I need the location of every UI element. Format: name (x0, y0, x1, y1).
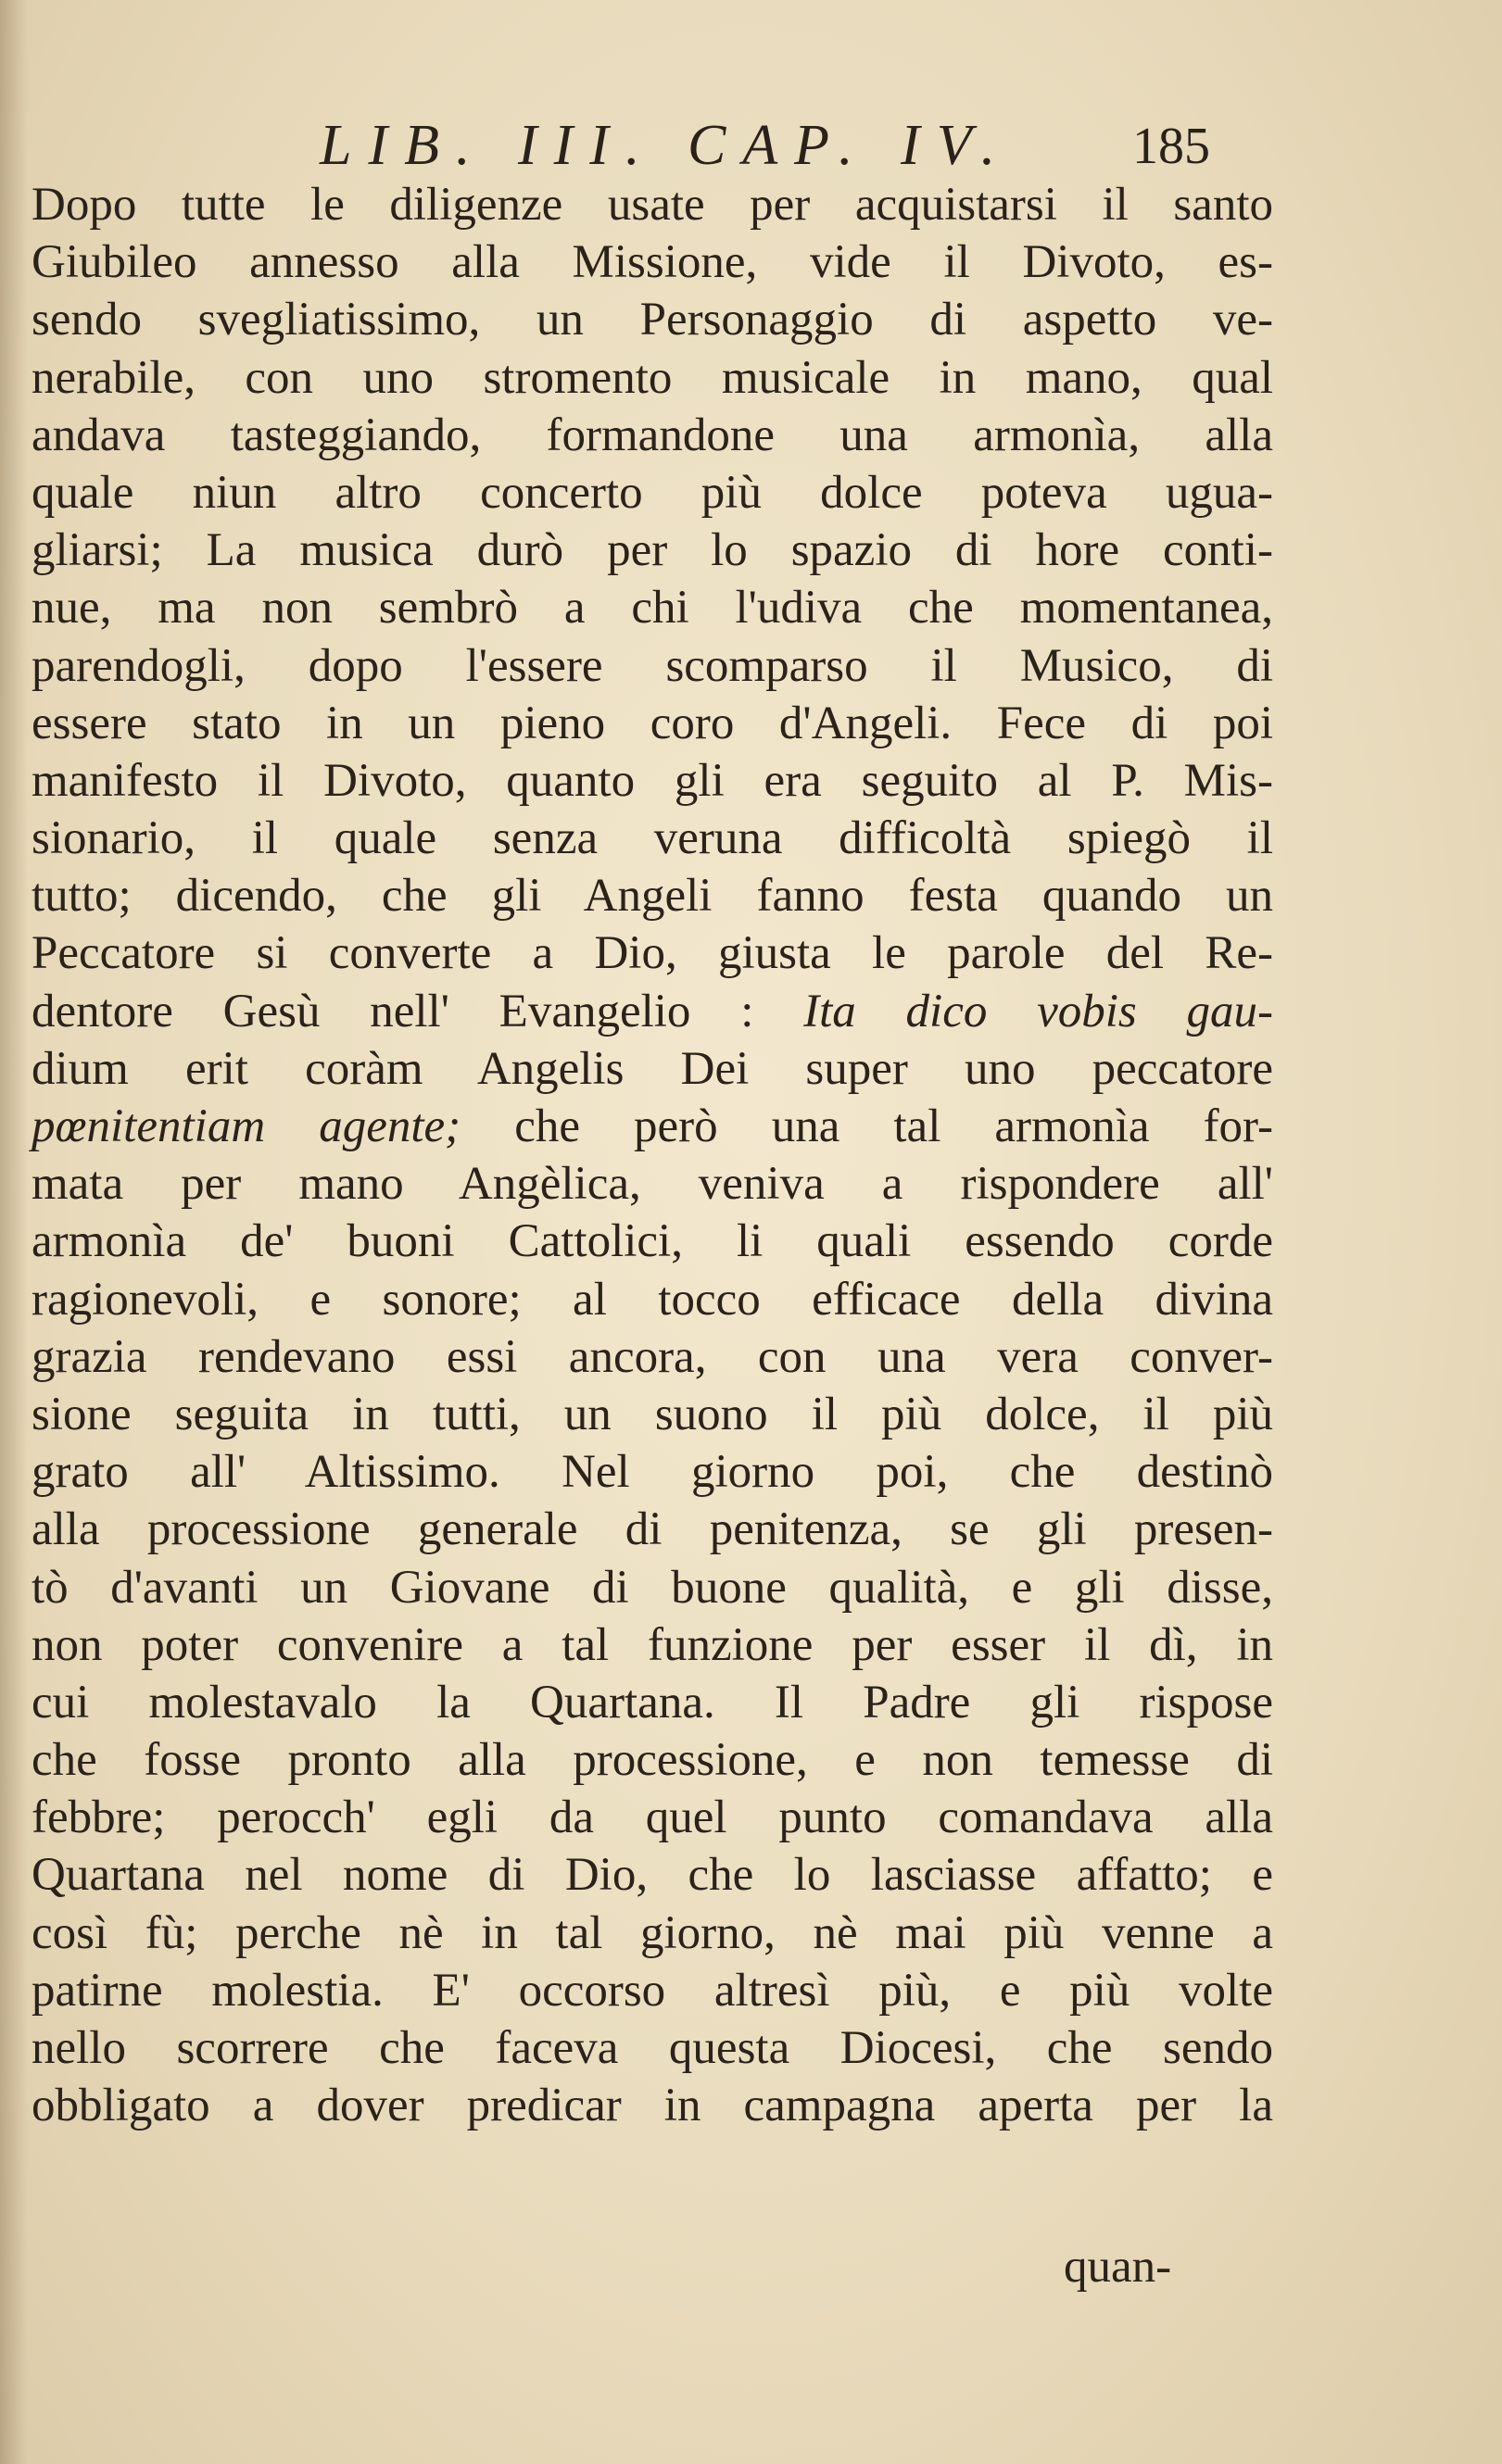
roman-text: dentore Gesù nell' Evangelio : (32, 985, 754, 1037)
text-line-mixed (32, 1098, 1273, 1155)
text-line: sionario, il quale senza veruna difficoltà spiegò il (32, 812, 1273, 865)
text-line: grazia rendevano essi ancora, con una vera conver- (32, 1330, 1273, 1383)
text-line: ragionevoli, e sonore; al tocco efficace della divina (32, 1273, 1273, 1326)
text-line: sendo svegliatissimo, un Personaggio di aspetto ve- (32, 294, 1273, 346)
text-line: cui molestavalo la Quartana. Il Padre gli rispose (32, 1676, 1273, 1729)
text-line: nerabile, con uno stromento musicale in mano, qual (32, 351, 1273, 404)
text-line: tutto; dicendo, che gli Angeli fanno festa quando un (32, 870, 1273, 923)
text-line: non poter convenire a tal funzione per esser il dì, in (32, 1618, 1273, 1671)
text-line: alla processione generale di penitenza, se gli presen- (32, 1503, 1273, 1556)
text-line: armonìa de' buoni Cattolici, li quali essendo corde (32, 1215, 1273, 1268)
text-line: nello scorrere che faceva questa Diocesi, che sendo (32, 2022, 1273, 2074)
text-line: Peccatore si converte a Dio, giusta le parole del Re- (32, 927, 1273, 980)
text-line: grato all' Altissimo. Nel giorno poi, che destinò (32, 1446, 1273, 1499)
text-line: mata per mano Angèlica, veniva a rispondere all' (32, 1158, 1273, 1211)
body-text (32, 176, 1273, 2134)
text-line: quale niun altro concerto più dolce poteva ugua- (32, 466, 1273, 519)
latin-quote-line: dium erit coràm Angelis Dei super uno peccatore (32, 1042, 1273, 1095)
text-line: nue, ma non sembrò a chi l'udiva che momentanea, (32, 582, 1273, 635)
text-line: Quartana nel nome di Dio, che lo lasciasse affatto; e (32, 1849, 1273, 1902)
text-line: essere stato in un pieno coro d'Angeli. Fece di poi (32, 697, 1273, 749)
text-line: febbre; perocch' egli da quel punto comandava alla (32, 1791, 1273, 1844)
text-line-mixed (32, 983, 1273, 1040)
text-line: manifesto il Divoto, quanto gli era seguito al P. Mis- (32, 754, 1273, 807)
page-number: 185 (1132, 118, 1210, 175)
text-line: Giubileo annesso alla Missione, vide il Divoto, es- (32, 236, 1273, 289)
latin-quote: Ita dico vobis gau- (803, 985, 1274, 1037)
text-line: andava tasteggiando, formandone una armonìa, alla (32, 409, 1273, 461)
latin-quote: pœnitentiam agente; (32, 1100, 461, 1152)
text-line: obbligato a dover predicar in campagna aperta per la (32, 2080, 1273, 2132)
text-line: sione seguita in tutti, un suono il più dolce, il più (32, 1388, 1273, 1440)
text-line: patirne molestia. E' occorso altresì più, e più volte (32, 1964, 1273, 2017)
text-line: tò d'avanti un Giovane di buone qualità, e gli disse, (32, 1561, 1273, 1614)
running-head (0, 113, 1502, 178)
text-line: Dopo tutte le diligenze usate per acquistarsi il santo (32, 179, 1273, 231)
text-line: gliarsi; La musica durò per lo spazio di hore conti- (32, 524, 1273, 577)
roman-text: che però una tal armonìa for- (514, 1100, 1273, 1152)
text-line: che fosse pronto alla processione, e non temesse di (32, 1734, 1273, 1787)
running-title: LIB. III. CAP. IV. (320, 114, 1013, 177)
catchword: quan- (1064, 2241, 1172, 2293)
text-line: così fù; perche nè in tal giorno, nè mai più venne a (32, 1906, 1273, 1959)
text-line: parendogli, dopo l'essere scomparso il Musico, di (32, 639, 1273, 692)
